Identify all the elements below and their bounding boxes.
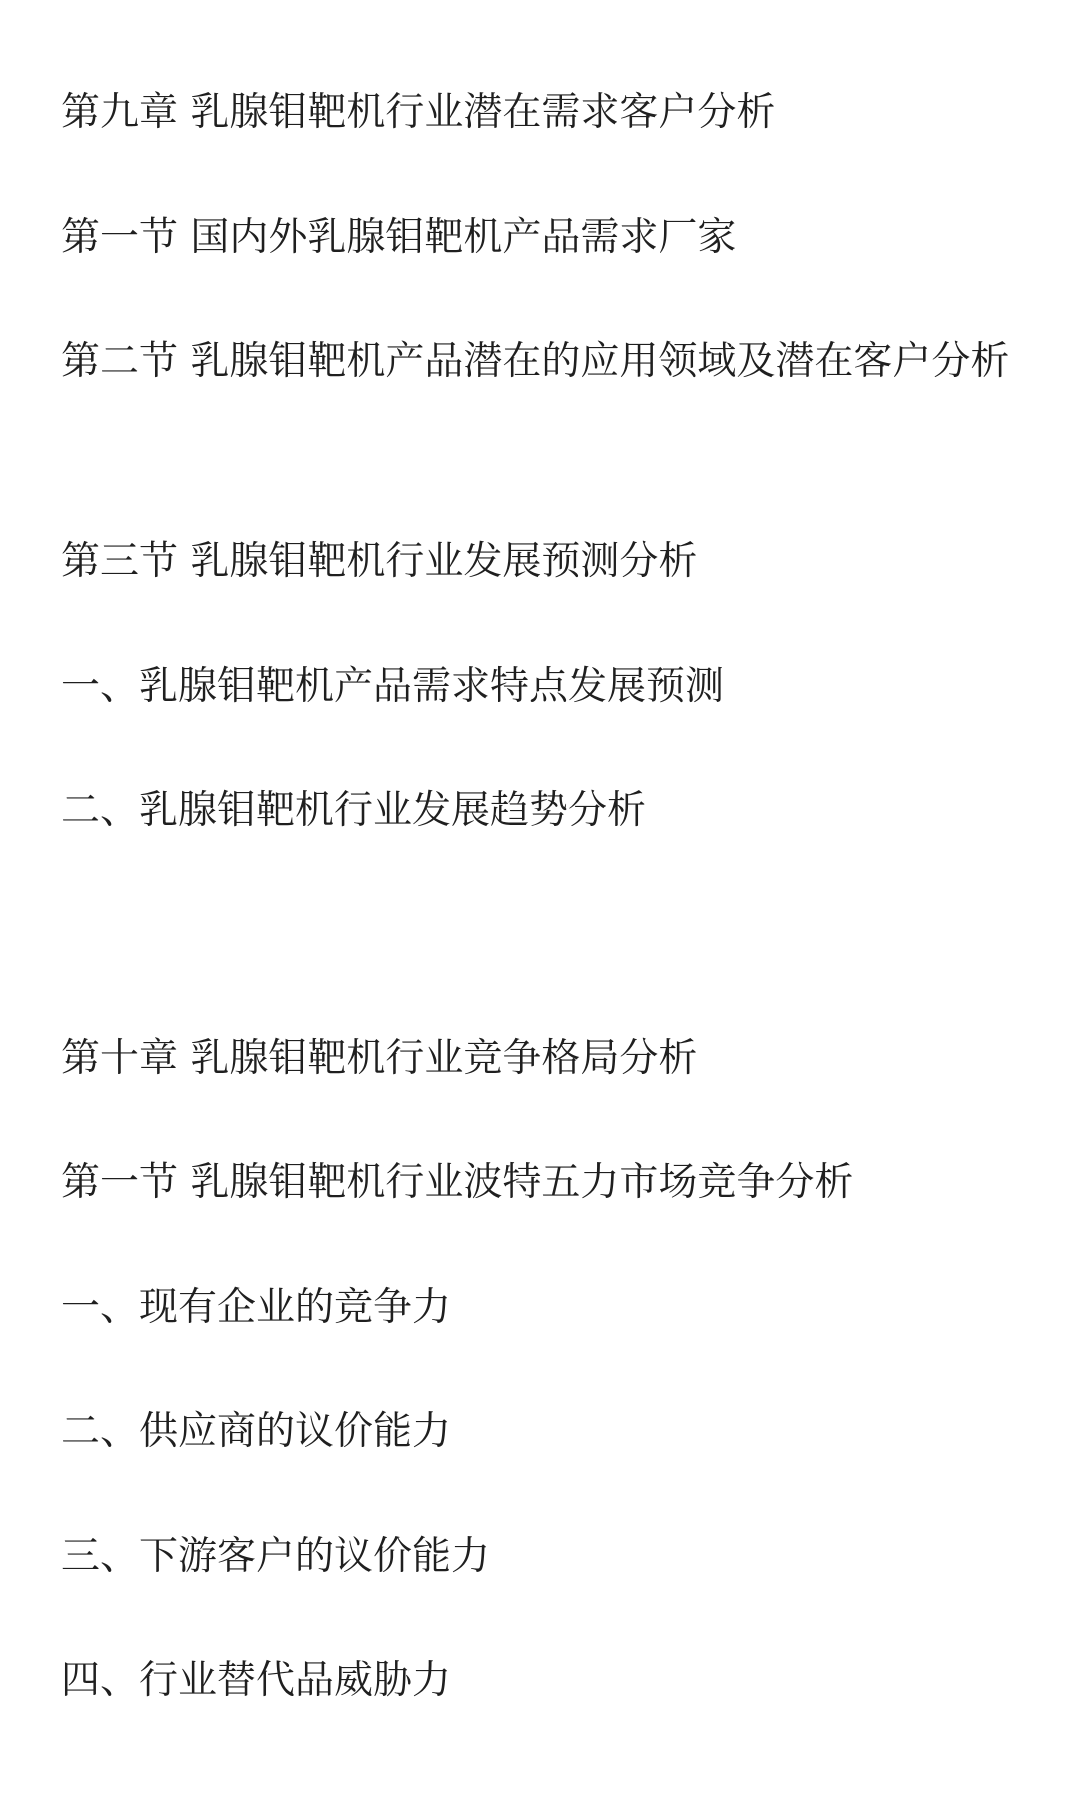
item-9-3-2: 二、乳腺钼靶机行业发展趋势分析 bbox=[61, 788, 647, 833]
section-10-1-heading: 第一节 乳腺钼靶机行业波特五力市场竞争分析 bbox=[61, 1160, 854, 1205]
item-10-1-4: 四、行业替代品威胁力 bbox=[61, 1658, 452, 1703]
section-9-1-heading: 第一节 国内外乳腺钼靶机产品需求厂家 bbox=[61, 215, 737, 260]
chapter-10-heading: 第十章 乳腺钼靶机行业竞争格局分析 bbox=[61, 1036, 698, 1081]
item-9-3-1: 一、乳腺钼靶机产品需求特点发展预测 bbox=[61, 664, 725, 709]
item-10-1-1: 一、现有企业的竞争力 bbox=[61, 1285, 452, 1330]
section-9-3-heading: 第三节 乳腺钼靶机行业发展预测分析 bbox=[61, 539, 698, 584]
chapter-9-heading: 第九章 乳腺钼靶机行业潜在需求客户分析 bbox=[61, 90, 776, 135]
section-9-2-heading: 第二节 乳腺钼靶机产品潜在的应用领域及潜在客户分析 bbox=[61, 339, 1010, 384]
item-10-1-2: 二、供应商的议价能力 bbox=[61, 1409, 452, 1454]
item-10-1-3: 三、下游客户的议价能力 bbox=[61, 1534, 491, 1579]
